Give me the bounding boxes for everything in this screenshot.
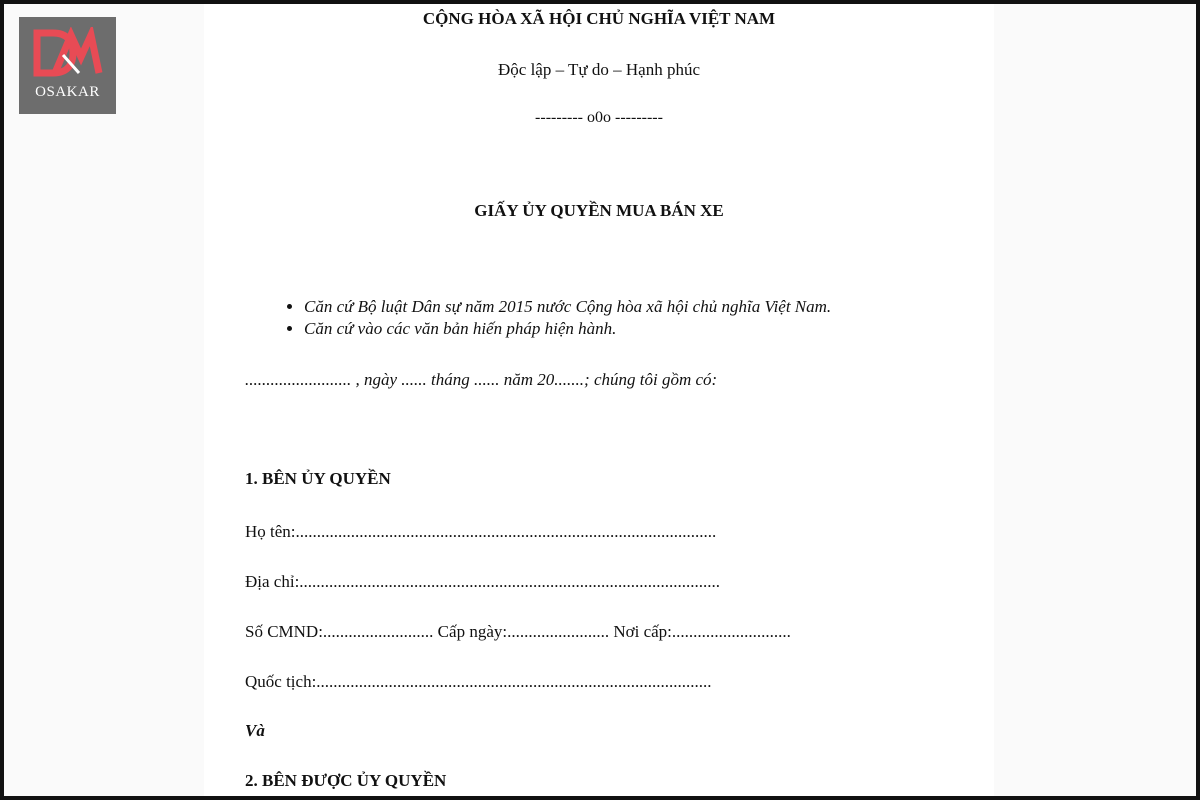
dm-logo-icon xyxy=(33,27,103,79)
field-address: Địa chỉ:................................................................................................... xyxy=(245,572,721,591)
field-nationality: Quốc tịch:............................................................................................. xyxy=(245,672,712,691)
basis-list xyxy=(259,296,831,340)
osakar-logo xyxy=(19,17,116,114)
document-page xyxy=(204,4,994,796)
and-label: Và xyxy=(245,721,265,740)
date-line: ......................... , ngày ...... tháng ...... năm 20.......; chúng tôi gồm có: xyxy=(245,370,718,389)
separator: --------- o0o --------- xyxy=(535,109,663,126)
basis-item: • Căn cứ Bộ luật Dân sự năm 2015 nước Cộng hòa xã hội chủ nghĩa Việt Nam. xyxy=(304,296,831,318)
nation-heading: CỘNG HÒA XÃ HỘI CHỦ NGHĨA VIỆT NAM xyxy=(422,9,776,28)
field-full-name: Họ tên:................................................................................................... xyxy=(245,522,717,541)
motto: Độc lập – Tự do – Hạnh phúc xyxy=(498,60,700,79)
section-heading-party1: 1. BÊN ỦY QUYỀN xyxy=(245,469,391,488)
section-heading-party2: 2. BÊN ĐƯỢC ỦY QUYỀN xyxy=(245,771,447,790)
document-title: GIẤY ỦY QUYỀN MUA BÁN XE xyxy=(474,201,724,220)
basis-item: • Căn cứ vào các văn bản hiến pháp hiện hành. xyxy=(304,318,831,340)
logo-text: OSAKAR xyxy=(35,84,100,100)
field-id-card: Số CMND:.......................... Cấp ngày:........................ Nơi cấp:............................ xyxy=(245,622,791,641)
